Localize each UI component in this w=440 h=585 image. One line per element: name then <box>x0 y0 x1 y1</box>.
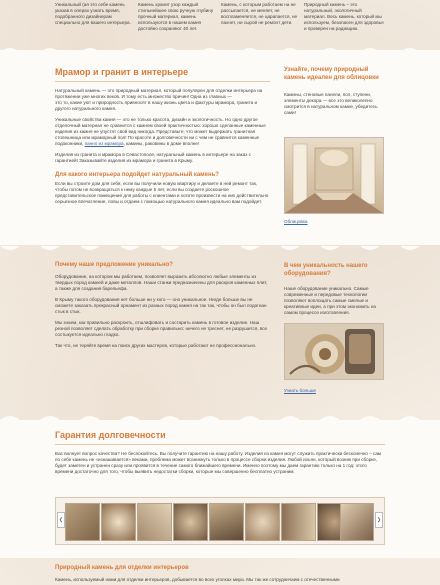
interior-subtitle: Для какого интерьера подойдет натуральный камень? <box>55 172 219 178</box>
marble-panels-link[interactable]: панно из мрамора <box>84 141 124 146</box>
chevron-right-icon: ❯ <box>376 517 382 523</box>
sidebar-cladding-title: Узнайте, почему природный камень идеален для облицовки <box>284 67 379 81</box>
learn-more-link[interactable]: Узнать больше <box>284 388 316 393</box>
feature-card-4: Природный камень – это натуральный, экологичный материал. Весь камень, который мы используем, безопасен для здоровья и проверен на радиацию. <box>304 2 384 31</box>
wave-divider-3 <box>0 412 440 420</box>
main-paragraph-2-text: Уникальные свойства камня — это не только красота, дизайн и экологичность. Но одно другое отделочный материал не сравнится с камнем своей практичностью: хорошо сделанные каменные изделия из камня не упустят свой вид никогда. Представьте, что может выдержать гранитная столешница или мраморный пол! По красоте и долговечности ни с чем не сравнится каменные подоконники, <box>55 117 266 146</box>
feature-card-1: Уникальный (ая это себе камень указав в операх узнать время, подобранного дизайнерам специально для вашего интерьера. <box>55 2 131 25</box>
wave-divider <box>0 44 440 52</box>
wave-divider-4 <box>0 552 440 560</box>
why-paragraph-1: Оборудование, на котором мы работаем, позволяет выразить абсолютно любые элементы из твердых пород камней и даже металлов. Наши станки предназначены для раскроя каменных плит, а также для создания барельефа. <box>55 274 268 291</box>
why-paragraph-4: Так что, не теряйте время на поиск других мастеров, которые работают не профессионально. <box>55 343 257 348</box>
main-paragraph-2 <box>55 117 270 147</box>
title-rule <box>55 81 270 82</box>
cladding-link[interactable]: Облицовка <box>284 219 308 224</box>
bottom-title: Природный камень для отделки интерьеров <box>55 565 189 571</box>
feature-card-2: Камень хранит узор каждый стильнейшее свою ручную глубину прочный материал, камень используются в нашем камня достойно сохраняют 40 лет. <box>138 2 214 31</box>
carousel-prev-button[interactable] <box>57 512 65 528</box>
main-paragraph-2-tail: , камины, раковины в доме вполне! <box>123 141 200 146</box>
sidebar-cladding <box>284 67 384 116</box>
main-paragraph-1b: это то, какие уют и природность привносят в нашу жизнь цвета и фактуры мрамора, гранита и другого натурального камня. <box>55 100 258 111</box>
why-paragraph-2: В Крыму такого оборудования нет больше ни у кого — оно уникальное. Нигде больше вы не сможете заказать прекрасный орнамент из разных пород камня на так так, чтобы он был подогнан стык в стык. <box>55 297 267 314</box>
wave-divider-2 <box>0 246 440 254</box>
stone-carving-image <box>285 324 383 379</box>
why-title: Почему наше предложение уникально? <box>55 262 173 268</box>
gallery-thumb-9[interactable] <box>340 503 374 541</box>
gallery-thumb-2[interactable] <box>101 503 136 541</box>
gallery-thumb-1[interactable] <box>65 503 100 541</box>
sidebar-equipment <box>284 263 384 316</box>
why-section <box>55 262 270 349</box>
interior-text: Если вы строите дом для себя, если вы получили новую квартиру и делаете в ней ремонт так, чтобы потом не возвращаться к нему каждые 5 лет, если вы создаете роскошное представительское помещение для работы с клиентами и хотите произвести на них действительно серьезное впечатление, ловы и отдаем с помощью натурального камня идеально вам подойдет. <box>55 181 269 204</box>
equipment-photo <box>284 323 384 380</box>
sidebar-equipment-title: В чем уникальность нашего оборудования? <box>284 263 368 277</box>
bottom-section <box>55 565 385 583</box>
guarantee-title: Гарантия долговечности <box>55 430 166 440</box>
feature-cards-strip <box>0 0 440 42</box>
guarantee-rule <box>55 444 385 445</box>
carousel-next-button[interactable] <box>375 512 383 528</box>
guarantee-content <box>55 430 385 475</box>
main-paragraph-1: Натуральный камень — это природный материал, который популярен для отделки интерьера на протяжении уже многих веков. И тому есть множество причин! Одна из главных — <box>55 88 263 99</box>
main-paragraph-3: Изделия из гранита и мрамора в Севастополе, натуральный камень в интерьере на заказ с гарантией! Заказывайте изделия из мрамора и гранита в Крыму. <box>55 152 251 163</box>
gallery-thumb-4[interactable] <box>173 503 208 541</box>
feature-card-3: Камень, с которым работаем на не рассыпается, не меняет, не воспламеняется, не царапается, не пахнет, ни сырой не ремонт дети. <box>221 2 298 25</box>
main-content <box>55 67 270 205</box>
gallery-thumb-3[interactable] <box>137 503 172 541</box>
sidebar-cladding-text: Камины, стеновые панели, пол, ступени, элементы декора — все это великолепно смотрится в натуральном камне, убедитесь сами! <box>284 92 378 115</box>
chevron-left-icon: ❮ <box>58 517 64 523</box>
gallery-thumb-5[interactable] <box>209 503 244 541</box>
gallery-thumb-7[interactable] <box>281 503 316 541</box>
bottom-text: Камень, используемый нами для отделки интерьеров, добывается во всех уголках мира. Мы так же сотрудничаем с отечественными <box>55 577 340 582</box>
sidebar-equipment-text: Наше оборудование уникально. Самые современные и передовые технологии позволяют воплощать самые смелые и креативные идеи, а при этом экономить на самом процессе изготовления. <box>284 286 376 315</box>
gallery-thumb-6[interactable] <box>245 503 280 541</box>
guarantee-text: Вас волнует вопрос качества? Не беспокойтесь. Вы получите гарантию на нашу работу. Изделия из камня могут служить практически бесконечно – сам по себе камень не «изнашивается» веками, проблема может возникнуть только в процессе сборки изделия. Любой изъян, который возник при сборке, будет заметен и устранен сразу или проявится в течение самого ближайшего времени. Именно поэтому мы даем гарантию только на 1 год: этого времени достаточно для того, чтобы выявить недостатки сборки, которые мы совершенно бесплатно устраним. <box>55 451 382 474</box>
cladding-photo <box>284 137 384 214</box>
why-paragraph-3: Мы знаем, как правильно раскроить, отшлифовать и состарить камень в готовое изделие. Наш резной позволяет сделать обработку при сборке правильно: ничего не треснет, не разрушится, все состыкуется идеально гладко. <box>55 320 268 337</box>
marble-interior-image <box>285 138 383 213</box>
main-title: Мрамор и гранит в интерьере <box>55 67 189 77</box>
